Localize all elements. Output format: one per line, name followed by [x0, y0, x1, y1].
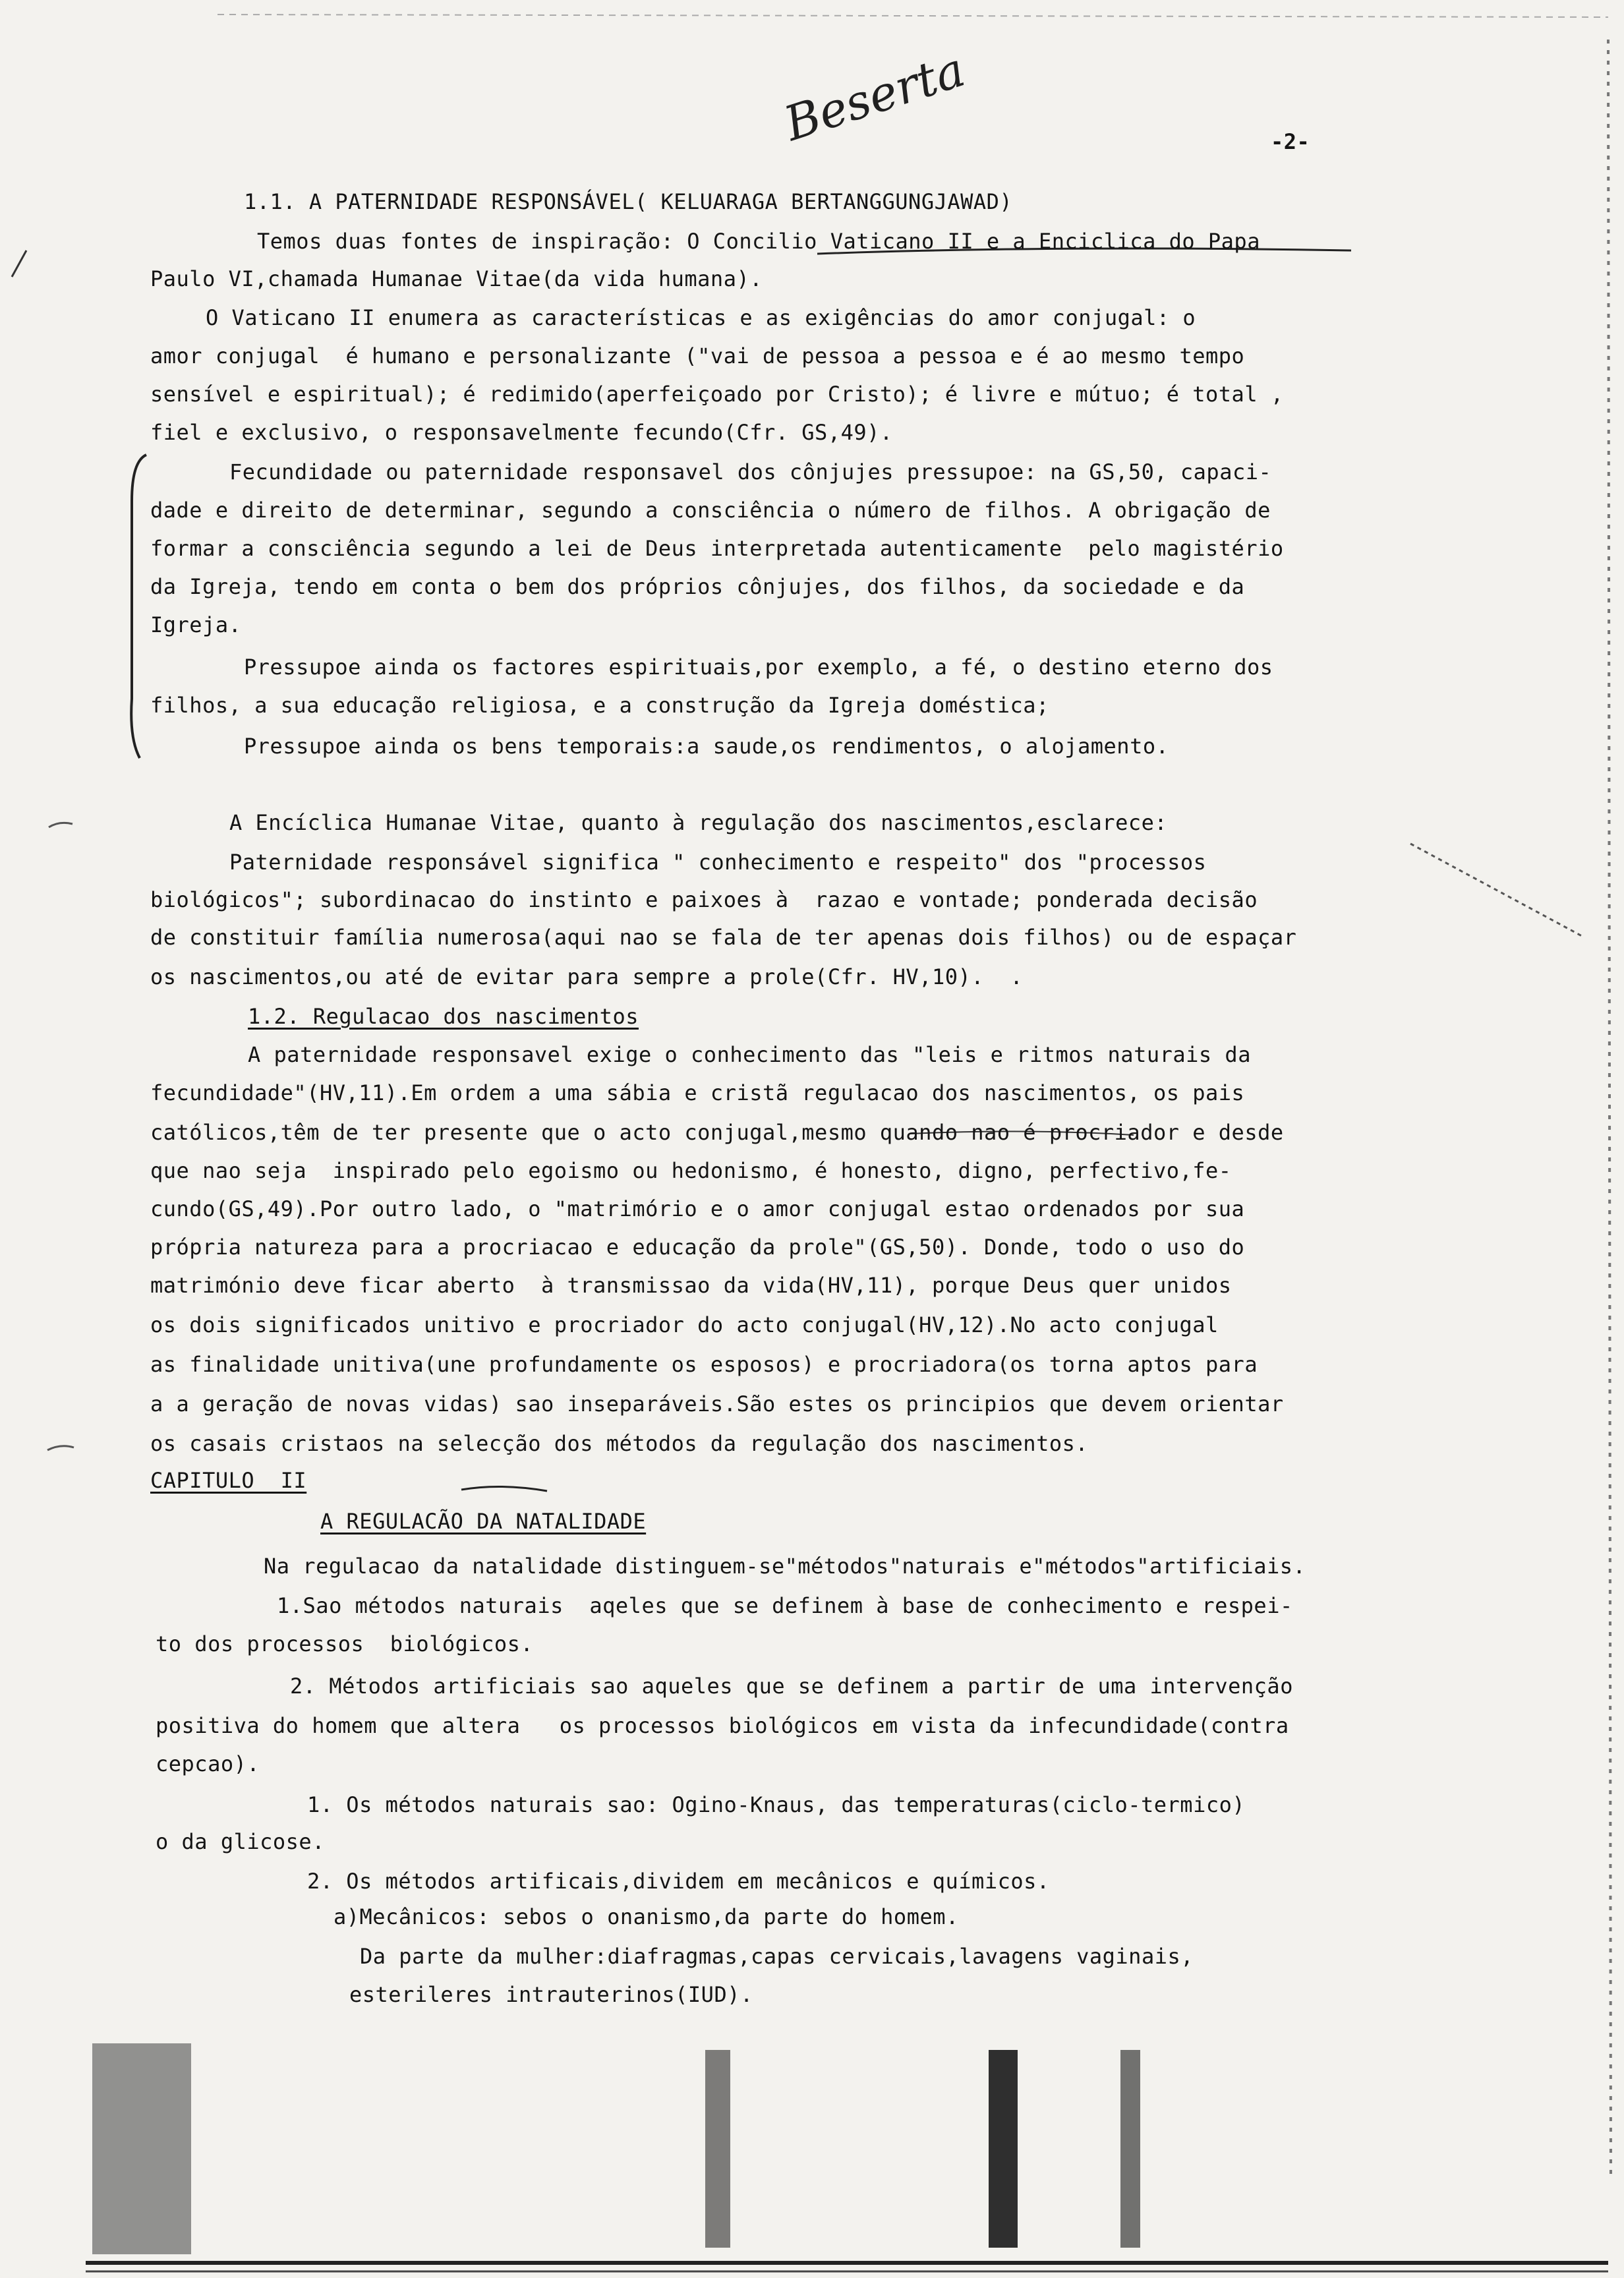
- text-line: positiva do homem que altera os processos biológicos em vista da infecundidade(contra: [156, 1713, 1289, 1738]
- text-line: filhos, a sua educação religiosa, e a construção da Igreja doméstica;: [150, 693, 1049, 718]
- text-line: Da parte da mulher:diafragmas,capas cervicais,lavagens vaginais,: [360, 1944, 1194, 1969]
- text-line: Na regulacao da natalidade distinguem-se"métodos"naturais e"métodos"artificiais.: [264, 1554, 1306, 1579]
- text-line: matrimónio deve ficar aberto à transmissao da vida(HV,11), porque Deus quer unidos: [150, 1273, 1232, 1298]
- text-line: de constituir família numerosa(aqui nao se fala de ter apenas dois filhos) ou de espaçar: [150, 925, 1297, 950]
- text-line: os dois significados unitivo e procriador do acto conjugal(HV,12).No acto conjugal: [150, 1312, 1219, 1337]
- text-line: Paulo VI,chamada Humanae Vitae(da vida humana).: [150, 266, 763, 291]
- text-line: A Encíclica Humanae Vitae, quanto à regulação dos nascimentos,esclarece:: [229, 810, 1168, 835]
- scan-noise: [1120, 2050, 1140, 2248]
- text-line: A paternidade responsavel exige o conhecimento das "leis e ritmos naturais da: [248, 1042, 1251, 1067]
- text-line: fiel e exclusivo, o responsavelmente fecundo(Cfr. GS,49).: [150, 420, 893, 445]
- text-line: 1.Sao métodos naturais aqeles que se definem à base de conhecimento e respei-: [277, 1593, 1293, 1618]
- page-number: -2-: [1271, 129, 1310, 154]
- text-line: o da glicose.: [156, 1829, 325, 1854]
- text-line: que nao seja inspirado pelo egoismo ou hedonismo, é honesto, digno, perfectivo,fe-: [150, 1158, 1232, 1183]
- scan-noise: [92, 2043, 191, 2254]
- text-line: Fecundidade ou paternidade responsavel dos cônjujes pressupoe: na GS,50, capaci-: [229, 459, 1272, 484]
- section-heading: 1.2. Regulacao dos nascimentos: [248, 1004, 639, 1029]
- text-line: Pressupoe ainda os factores espirituais,por exemplo, a fé, o destino eterno dos: [244, 655, 1273, 680]
- scan-noise: [989, 2050, 1018, 2248]
- text-line: a a geração de novas vidas) sao inseparáveis.São estes os principios que devem orientar: [150, 1391, 1284, 1416]
- text-line: cundo(GS,49).Por outro lado, o "matrimório e o amor conjugal estao ordenados por sua: [150, 1196, 1245, 1221]
- text-line: Temos duas fontes de inspiração: O Concilio Vaticano II e a Enciclica do Papa: [257, 229, 1260, 254]
- text-line: cepcao).: [156, 1751, 260, 1776]
- text-line: 2. Métodos artificiais sao aqueles que se definem a partir de uma intervenção: [290, 1674, 1293, 1699]
- text-line: fecundidade"(HV,11).Em ordem a uma sábia e cristã regulacao dos nascimentos, os pais: [150, 1080, 1245, 1105]
- text-line: as finalidade unitiva(une profundamente os esposos) e procriadora(os torna aptos para: [150, 1352, 1258, 1377]
- text-line: 1. Os métodos naturais sao: Ogino-Knaus, das temperaturas(ciclo-termico): [307, 1792, 1246, 1817]
- text-line: da Igreja, tendo em conta o bem dos próprios cônjujes, dos filhos, da sociedade e da: [150, 574, 1245, 599]
- text-line: Paternidade responsável significa " conhecimento e respeito" dos "processos: [229, 850, 1207, 875]
- text-line: os nascimentos,ou até de evitar para sempre a prole(Cfr. HV,10). .: [150, 964, 1024, 989]
- text-line: os casais cristaos na selecção dos métodos da regulação dos nascimentos.: [150, 1431, 1089, 1456]
- text-line: sensível e espiritual); é redimido(aperfeiçoado por Cristo); é livre e mútuo; é total ,: [150, 382, 1284, 407]
- text-line: biológicos"; subordinacao do instinto e paixoes à razao e vontade; ponderada decisão: [150, 887, 1258, 912]
- text-line: esterileres intrauterinos(IUD).: [349, 1982, 753, 2007]
- handwritten-note: Beserta: [778, 42, 972, 152]
- text-line: Pressupoe ainda os bens temporais:a saude,os rendimentos, o alojamento.: [244, 734, 1169, 759]
- text-line: 2. Os métodos artificais,dividem em mecânicos e químicos.: [307, 1869, 1050, 1894]
- text-line: O Vaticano II enumera as características e as exigências do amor conjugal: o: [206, 305, 1196, 330]
- text-line: amor conjugal é humano e personalizante ("vai de pessoa a pessoa e é ao mesmo tempo: [150, 343, 1245, 368]
- chapter-title: A REGULACÃO DA NATALIDADE: [320, 1509, 647, 1534]
- scan-noise: [705, 2050, 730, 2248]
- text-line: a)Mecânicos: sebos o onanismo,da parte do homem.: [334, 1904, 959, 1929]
- text-line: católicos,têm de ter presente que o acto conjugal,mesmo quando nao é procriador e desde: [150, 1120, 1284, 1145]
- text-line: Igreja.: [150, 612, 242, 637]
- text-line: to dos processos biológicos.: [156, 1631, 534, 1656]
- text-line: própria natureza para a procriacao e educação da prole"(GS,50). Donde, todo o uso do: [150, 1235, 1245, 1260]
- text-line: formar a consciência segundo a lei de Deus interpretada autenticamente pelo magistério: [150, 536, 1284, 561]
- chapter-label: CAPITULO II: [150, 1468, 307, 1493]
- section-heading: 1.1. A PATERNIDADE RESPONSÁVEL( KELUARAGA BERTANGGUNGJAWAD): [244, 189, 1013, 214]
- text-line: dade e direito de determinar, segundo a consciência o número de filhos. A obrigação de: [150, 498, 1271, 523]
